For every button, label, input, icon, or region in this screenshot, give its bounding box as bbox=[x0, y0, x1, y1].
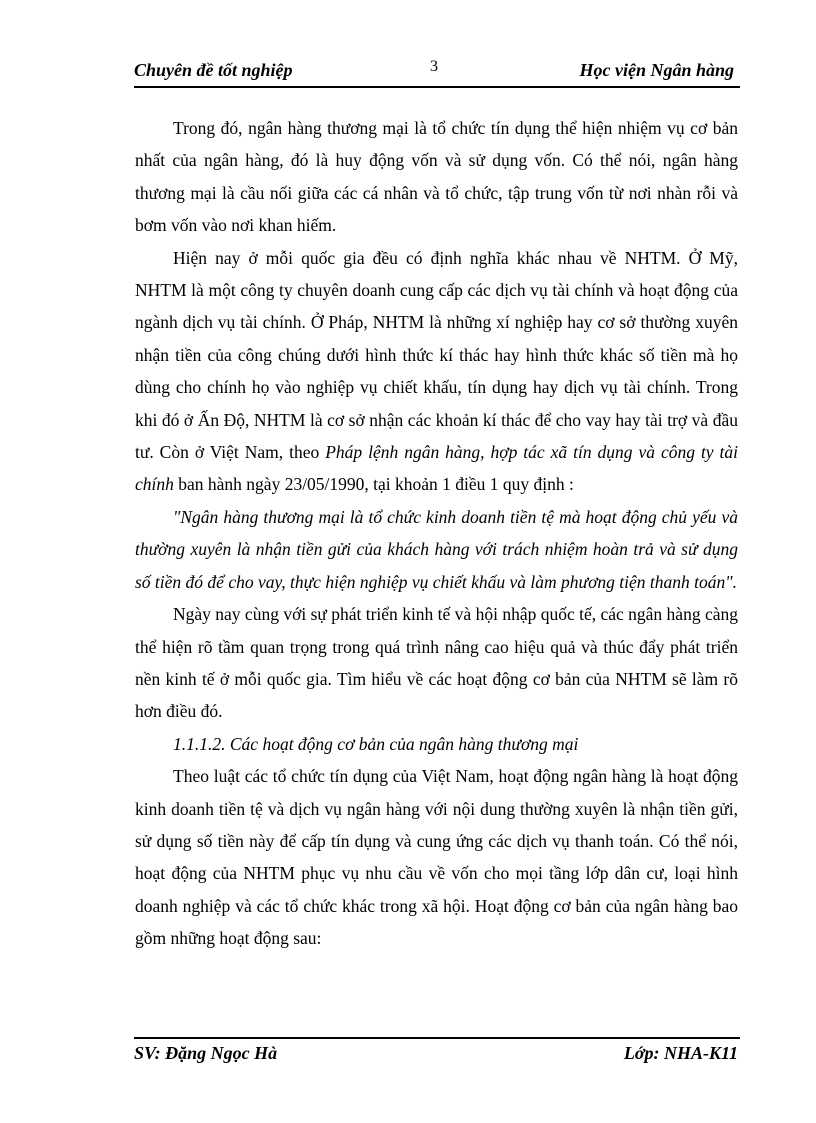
body-text bbox=[135, 112, 738, 955]
header-institution: Học viện Ngân hàng bbox=[579, 60, 734, 80]
paragraph-2-part-b: ban hành ngày 23/05/1990, tại khoản 1 điều 1 quy định : bbox=[173, 474, 574, 495]
paragraph-3: Ngày nay cùng với sự phát triển kinh tế và hội nhập quốc tế, các ngân hàng càng thể hiện rõ tầm quan trọng trong quá trình nâng cao hiệu quả và thúc đẩy phát triển nền kinh tế ở mỗi quốc gia. Tìm hiểu về các hoạt động cơ bản của NHTM sẽ làm rõ hơn điều đó. bbox=[135, 604, 738, 722]
page-footer bbox=[134, 1037, 740, 1069]
footer-student-name: SV: Đặng Ngọc Hà bbox=[134, 1043, 278, 1063]
footer-class: Lớp: NHA-K11 bbox=[623, 1043, 738, 1063]
header-thesis-title: Chuyên đề tốt nghiệp bbox=[134, 60, 293, 80]
paragraph-4: Theo luật các tổ chức tín dụng của Việt Nam, hoạt động ngân hàng là hoạt động kinh doanh tiền tệ và dịch vụ ngân hàng với nội dung thường xuyên là nhận tiền gửi, sử dụng số tiền này để cấp tín dụng và cung ứng các dịch vụ thanh toán. Có thể nói, hoạt động của NHTM phục vụ nhu cầu về vốn cho mọi tầng lớp dân cư, loại hình doanh nghiệp và các tổ chức khác trong xã hội. Hoạt động cơ bản của ngân hàng bao gồm những hoạt động sau: bbox=[135, 766, 738, 949]
definition-quote: "Ngân hàng thương mại là tổ chức kinh doanh tiền tệ mà hoạt động chủ yếu và thường xuyên là nhận tiền gửi của khách hàng với trách nhiệm hoàn trả và sử dụng số tiền đó để cho vay, thực hiện nghiệp vụ chiết khấu và làm phương tiện thanh toán". bbox=[135, 506, 738, 592]
section-subheading: 1.1.1.2. Các hoạt động cơ bản của ngân hàng thương mại bbox=[173, 733, 579, 754]
paragraph-2 bbox=[135, 242, 738, 501]
paragraph-2-part-a: Hiện nay ở mỗi quốc gia đều có định nghĩa khác nhau về NHTM. Ở Mỹ, NHTM là một công ty chuyên doanh cung cấp các dịch vụ tài chính và hoạt động của ngành dịch vụ tài chính. Ở Pháp, NHTM là những xí nghiệp hay cơ sở thường xuyên nhận tiền của công chúng dưới hình thức kí thác hay hình thức khác số tiền mà họ dùng cho chính họ vào nghiệp vụ chiết khấu, tín dụng hay dịch vụ tài chính. Trong khi đó ở Ấn Độ, NHTM là cơ sở nhận các khoản kí thác để cho vay hay tài trợ và đầu tư. Còn ở Việt Nam, theo bbox=[135, 247, 738, 463]
page-number: 3 bbox=[430, 58, 438, 75]
page-header bbox=[134, 60, 740, 88]
ordinance-title: Pháp lệnh ngân hàng, hợp tác xã tín dụng và công ty tài chính bbox=[135, 442, 739, 495]
paragraph-1: Trong đó, ngân hàng thương mại là tổ chức tín dụng thể hiện nhiệm vụ cơ bản nhất của ngân hàng, đó là huy động vốn và sử dụng vốn. Có thể nói, ngân hàng thương mại là cầu nối giữa các cá nhân và tổ chức, tập trung vốn từ nơi nhàn rỗi và bơm vốn vào nơi khan hiếm. bbox=[135, 118, 738, 236]
